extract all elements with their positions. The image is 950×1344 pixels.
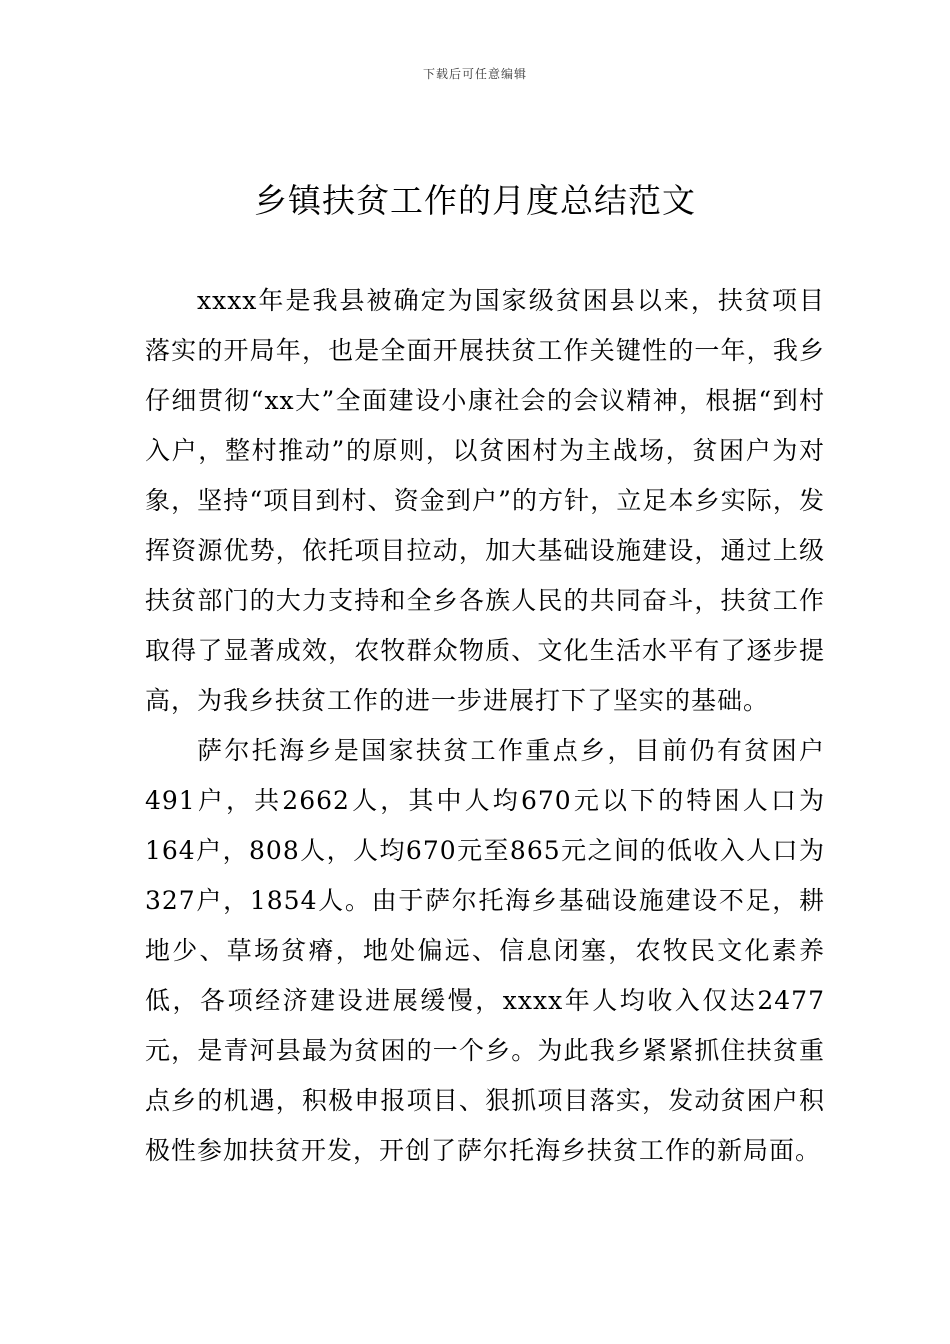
paragraph-1: xxxx年是我县被确定为国家级贫困县以来，扶贫项目落实的开局年，也是全面开展扶贫工作关键性的一年，我乡仔细贯彻“xx大”全面建设小康社会的会议精神，根据“到村入户，整村推动”的原则，以贫困村为主战场，贫困户为对象，坚持“项目到村、资金到户”的方针，立足本乡实际，发挥资源优势，依托项目拉动，加大基础设施建设，通过上级扶贫部门的大力支持和全乡各族人民的共同奋斗，扶贫工作取得了显著成效，农牧群众物质、文化生活水平有了逐步提高，为我乡扶贫工作的进一步进展打下了坚实的基础。 [145,286,825,715]
paragraph-2: 萨尔托海乡是国家扶贫工作重点乡，目前仍有贫困户491户，共2662人，其中人均670元以下的特困人口为164户，808人，人均670元至865元之间的低收入人口为327户，1854人。由于萨尔托海乡基础设施建设不足，耕地少、草场贫瘠，地处偏远、信息闭塞，农牧民文化素养低，各项经济建设进展缓慢，xxxx年人均收入仅达2477元，是青河县最为贫困的一个乡。为此我乡紧紧抓住扶贫重点乡的机遇，积极申报项目、狠抓项目落实，发动贫困户积极性参加扶贫开发，开创了萨尔托海乡扶贫工作的新局面。 [145,736,825,1165]
document-body [145,276,825,1176]
document-title: 乡镇扶贫工作的月度总结范文 [254,181,696,220]
header-note: 下载后可任意编辑 [422,67,527,81]
